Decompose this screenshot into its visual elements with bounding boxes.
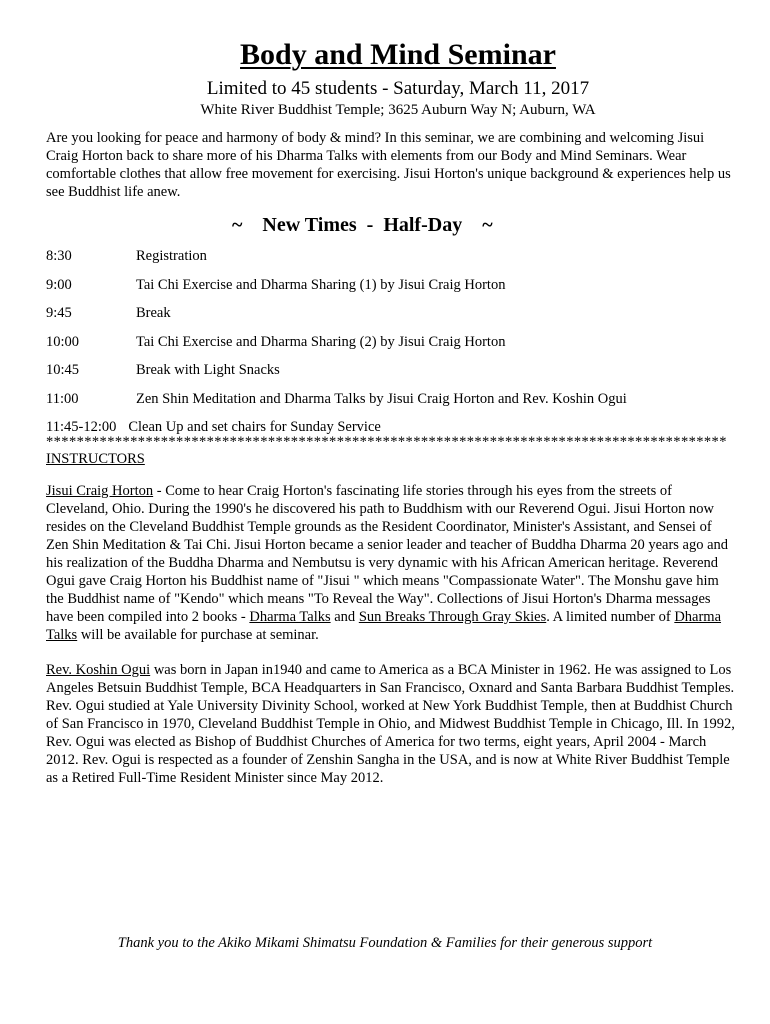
horton-bio-text: - Come to hear Craig Horton's fascinating life stories through his eyes from the streets of Cleveland, Ohio. During the 1990's he discovered his path to Buddhism with our Reverend Ogui. Jisui Horton now resides on the Cleveland Buddhist Temple grounds as the Resident Coordinator, Minister's Assistant, and Sensei of Zen Shin Meditation & Tai Chi. Jisui Horton became a senior leader and teacher of Buddha Dharma 20 years ago and his realization of the Buddha Dharma and Nembutsu is very dynamic with his African American heritage. Reverend Ogui gave Craig Horton his Buddhist name of "Jisui " which means "Compassionate Water". The Monshu gave him the Buddhist name of "Kendo" which means "To Reveal the Way". Collections of Jisui Horton's Dharma messages have been compiled into 2 books - <box>46 483 729 625</box>
schedule-activity: Zen Shin Meditation and Dharma Talks by Jisui Craig Horton and Rev. Koshin Ogui <box>136 390 627 407</box>
new-times-heading: ~ New Times - Half-Day ~ <box>232 214 493 236</box>
schedule-row <box>46 418 736 436</box>
horton-name: Jisui Craig Horton <box>46 483 154 499</box>
event-location: White River Buddhist Temple; 3625 Auburn Way N; Auburn, WA <box>200 102 596 118</box>
schedule-row <box>46 333 736 362</box>
ogui-bio <box>46 661 736 787</box>
schedule-time: 9:45 <box>46 305 72 321</box>
asterisk-separator: ***************************************************************************************** <box>46 436 727 448</box>
schedule-row <box>46 361 736 390</box>
event-subtitle: Limited to 45 students - Saturday, March 11, 2017 <box>206 78 590 99</box>
schedule-time: 11:00 <box>46 390 79 407</box>
schedule-time: 8:30 <box>46 248 72 264</box>
horton-bio-text: and <box>330 609 359 625</box>
schedule-activity: Break with Light Snacks <box>136 362 280 378</box>
instructors-heading: INSTRUCTORS <box>46 451 145 467</box>
book-title: Sun Breaks Through Gray Skies <box>358 609 547 625</box>
footer-acknowledgement: Thank you to the Akiko Mikami Shimatsu Foundation & Families for their generous support <box>117 935 653 951</box>
schedule-time: 11:45-12:00 <box>46 419 117 435</box>
schedule-activity: Clean Up and set chairs for Sunday Service <box>128 419 381 435</box>
schedule-activity: Registration <box>136 248 207 264</box>
schedule-activity: Tai Chi Exercise and Dharma Sharing (2) by Jisui Craig Horton <box>136 333 506 350</box>
schedule-time: 10:00 <box>46 333 80 350</box>
schedule-list <box>46 247 736 436</box>
schedule-row <box>46 247 736 276</box>
schedule-row <box>46 390 736 419</box>
schedule-time: 9:00 <box>46 276 72 293</box>
horton-bio-text: . A limited number of <box>546 609 675 625</box>
page-title: Body and Mind Seminar <box>240 38 556 71</box>
schedule-row <box>46 276 736 305</box>
book-title: Dharma Talks <box>249 609 331 625</box>
schedule-row <box>46 304 736 333</box>
horton-bio <box>46 482 736 644</box>
document-page <box>46 38 736 787</box>
book-title: Dharma Talks <box>46 609 722 643</box>
ogui-bio-text: was born in Japan in1940 and came to America as a BCA Minister in 1962. He was assigned to Los Angeles Betsuin Buddhist Temple, BCA Headquarters in San Francisco, Oxnard and Santa Barbara Buddhist Temples. Rev. Ogui studied at Yale University Divinity School, worked at New York Buddhist Temple, then at Buddhist Church of San Francisco in 1970, Cleveland Buddhist Temple in Ohio, and Midwest Buddhist Temple in Chicago, Ill. In 1992, Rev. Ogui was elected as Bishop of Buddhist Churches of America for two terms, eight years, April 2004 - March 2012. Rev. Ogui is respected as a founder of Zenshin Sangha in the USA, and is now at White River Buddhist Temple as a Retired Full-Time Resident Minister since May 2012. <box>46 662 735 786</box>
schedule-activity: Tai Chi Exercise and Dharma Sharing (1) by Jisui Craig Horton <box>136 276 506 293</box>
schedule-activity: Break <box>136 305 171 321</box>
intro-paragraph: Are you looking for peace and harmony of body & mind? In this seminar, we are combining and welcoming Jisui Craig Horton back to share more of his Dharma Talks with elements from our Body and Mind Seminars. Wear comfortable clothes that allow free movement for exercising. Jisui Horton's unique background & experiences help us see Buddhist life anew. <box>46 130 731 200</box>
horton-bio-text: will be available for purchase at seminar. <box>77 627 319 643</box>
ogui-name: Rev. Koshin Ogui <box>46 662 151 678</box>
schedule-time: 10:45 <box>46 362 80 378</box>
